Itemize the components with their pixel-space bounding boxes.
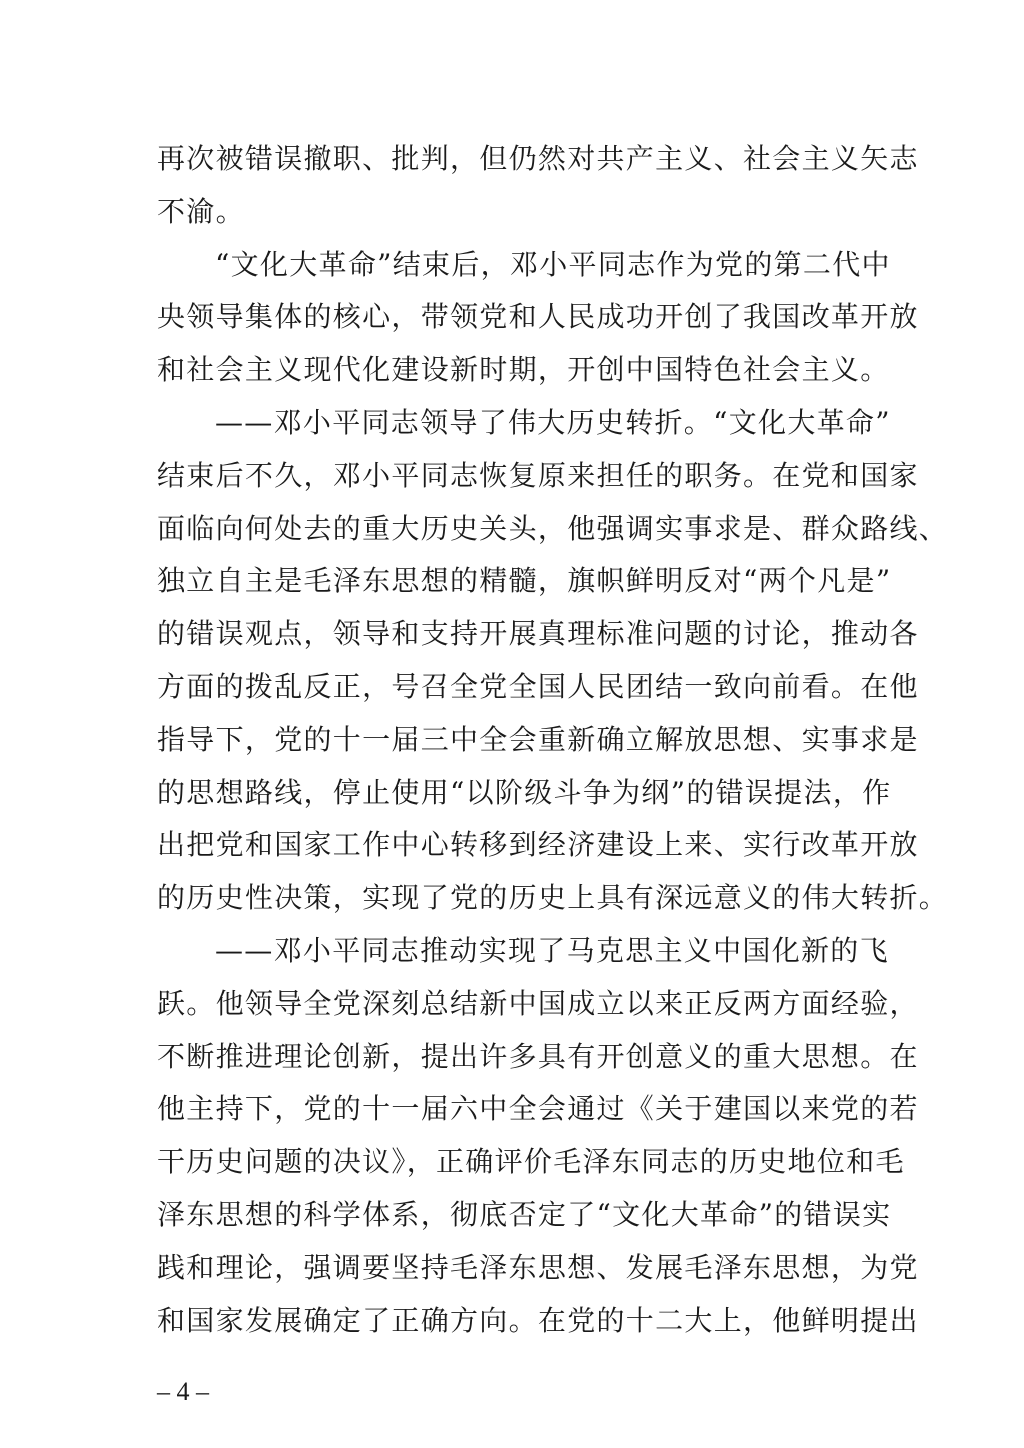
- text-line: 泽东思想的科学体系，彻底否定了“文化大革命”的错误实: [157, 1197, 892, 1231]
- text-line: 干历史问题的决议》，正确评价毛泽东同志的历史地位和毛: [157, 1145, 905, 1179]
- text-line: 和国家发展确定了正确方向。在党的十二大上，他鲜明提出: [157, 1303, 919, 1337]
- text-line: 方面的拨乱反正，号召全党全国人民团结一致向前看。在他: [157, 669, 919, 703]
- text-line: 指导下，党的十一届三中全会重新确立解放思想、实事求是: [157, 722, 919, 756]
- text-line: 再次被错误撤职、批判，但仍然对共产主义、社会主义矢志: [157, 142, 919, 175]
- text-line: 践和理论，强调要坚持毛泽东思想、发展毛泽东思想，为党: [157, 1250, 919, 1284]
- text-line: 不渝。: [157, 194, 245, 228]
- page-number: – 4 –: [157, 1377, 209, 1406]
- text-line: 的思想路线，停止使用“以阶级斗争为纲”的错误提法，作: [157, 775, 892, 809]
- text-line: 他主持下，党的十一届六中全会通过《关于建国以来党的若: [157, 1092, 919, 1126]
- text-line: 和社会主义现代化建设新时期，开创中国特色社会主义。: [157, 353, 890, 387]
- text-line: 的历史性决策，实现了党的历史上具有深远意义的伟大转折。: [157, 881, 949, 915]
- body-text: [157, 133, 949, 1347]
- text-line: 结束后不久，邓小平同志恢复原来担任的职务。在党和国家: [157, 458, 919, 492]
- paragraph-first-line: ——邓小平同志推动实现了马克思主义中国化新的飞: [215, 933, 889, 967]
- text-line: 跃。他领导全党深刻总结新中国成立以来正反两方面经验，: [157, 986, 919, 1020]
- text-line: 面临向何处去的重大历史关头，他强调实事求是、群众路线、: [157, 511, 949, 545]
- text-line: 不断推进理论创新，提出许多具有开创意义的重大思想。在: [157, 1039, 919, 1073]
- text-line: 独立自主是毛泽东思想的精髓，旗帜鲜明反对“两个凡是”: [157, 564, 892, 598]
- text-line: 的错误观点，领导和支持开展真理标准问题的讨论，推动各: [157, 617, 919, 651]
- paragraph-first-line: “文化大革命”结束后，邓小平同志作为党的第二代中: [215, 247, 891, 281]
- paragraph-first-line: ——邓小平同志领导了伟大历史转折。“文化大革命”: [215, 405, 891, 439]
- text-line: 出把党和国家工作中心转移到经济建设上来、实行改革开放: [157, 828, 919, 862]
- text-line: 央领导集体的核心，带领党和人民成功开创了我国改革开放: [157, 300, 919, 334]
